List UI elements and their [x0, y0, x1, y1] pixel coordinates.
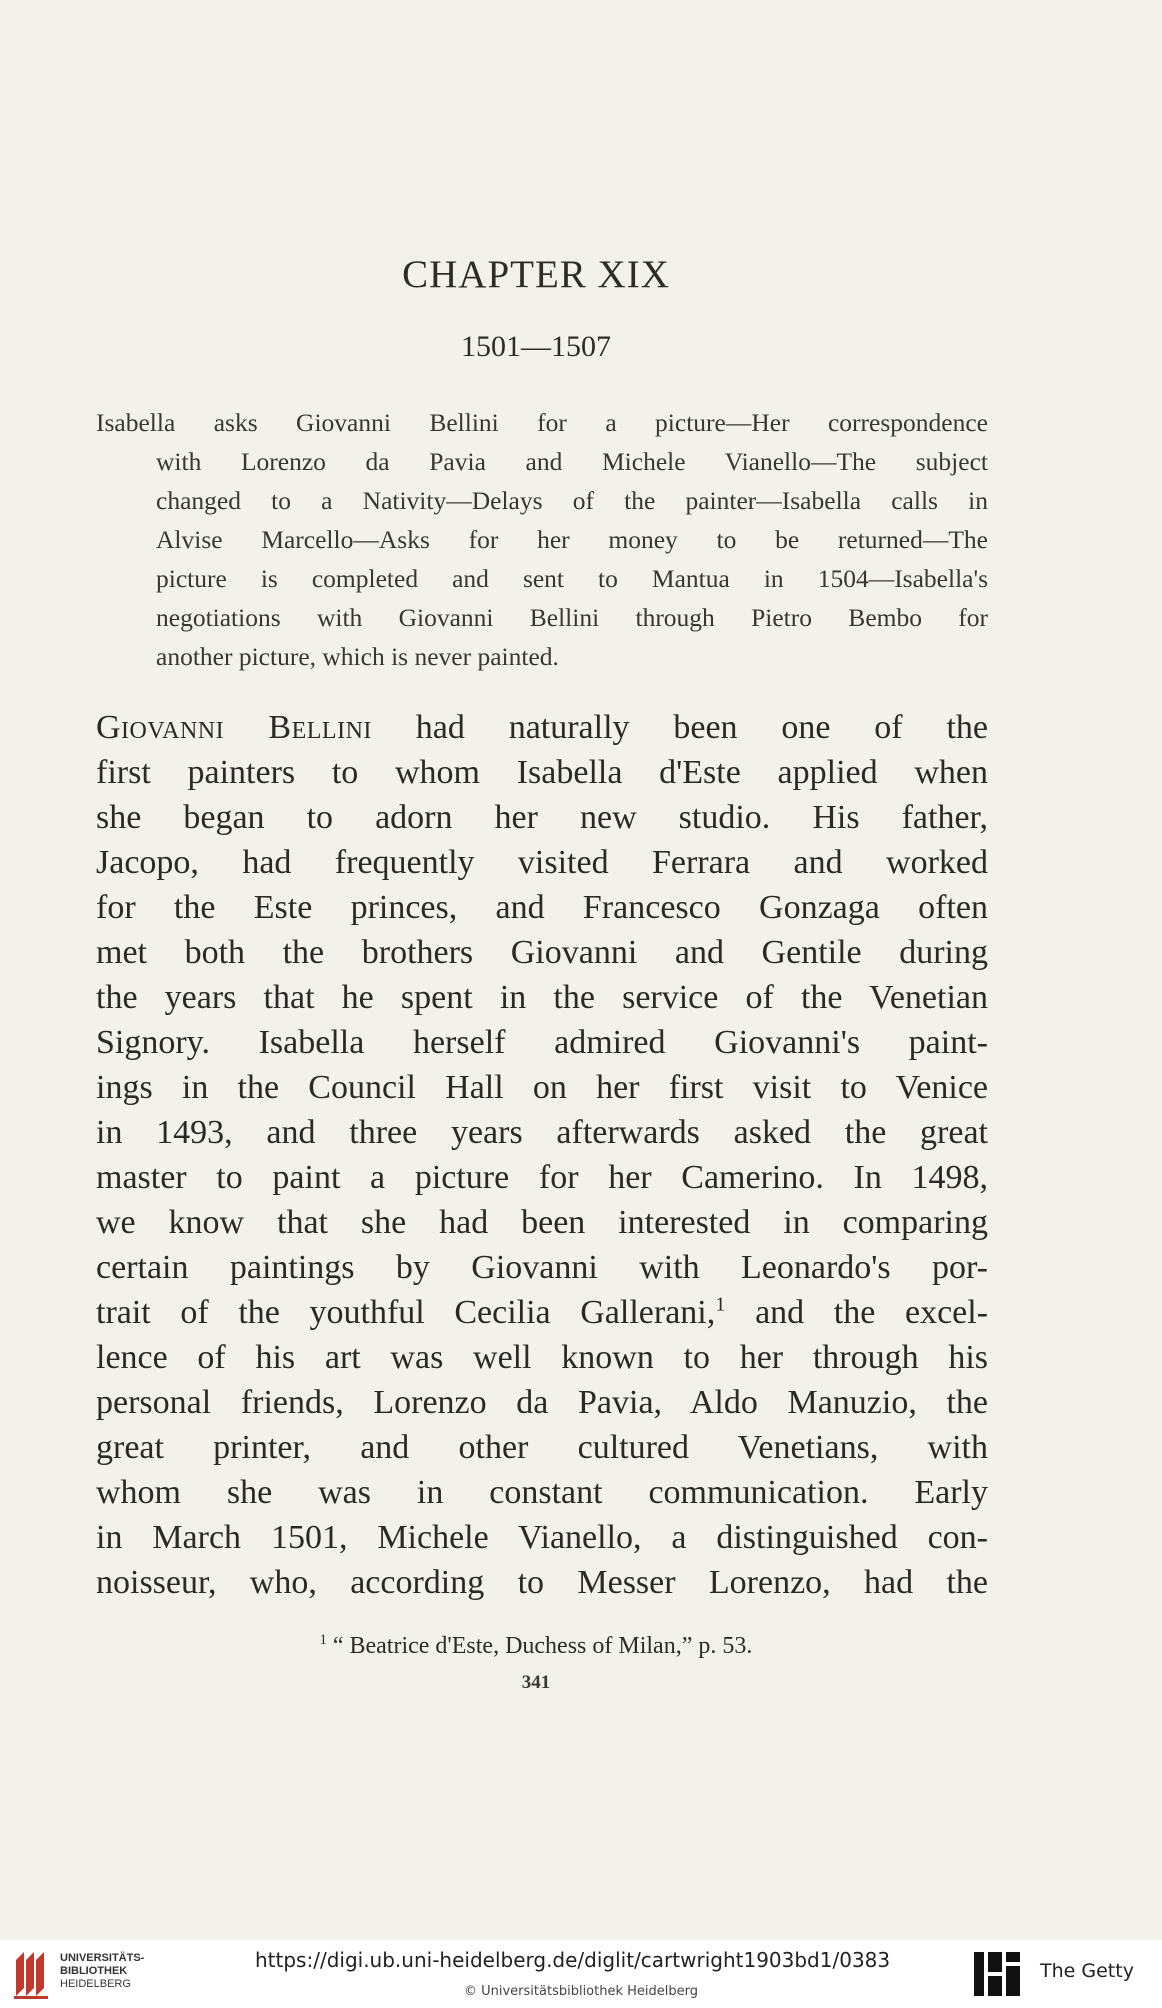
- body-line: lence of his art was well known to her through his: [96, 1339, 988, 1376]
- chapter-years: 1501—1507: [461, 330, 611, 363]
- body-line: she began to adorn her new studio. His father,: [96, 799, 988, 836]
- synopsis-line: picture is completed and sent to Mantua in 1504—Isabella's: [156, 564, 988, 593]
- synopsis-line: with Lorenzo da Pavia and Michele Vianello—The subject: [156, 447, 988, 476]
- chapter-synopsis: [96, 403, 988, 676]
- footnote-line-before: trait of the youthful Cecilia Gallerani,: [96, 1294, 716, 1331]
- page-number: 341: [521, 1672, 551, 1693]
- body-line: certain paintings by Giovanni with Leonardo's por-: [96, 1249, 988, 1286]
- body-line: master to paint a picture for her Camerino. In 1498,: [96, 1159, 988, 1196]
- body-line: in March 1501, Michele Vianello, a distinguished con-: [96, 1519, 988, 1556]
- footnote-reference: 1: [715, 1293, 726, 1316]
- body-line: ings in the Council Hall on her first visit to Venice: [96, 1069, 988, 1106]
- synopsis-line: Isabella asks Giovanni Bellini for a picture—Her correspondence: [96, 408, 988, 437]
- body-line: in 1493, and three years afterwards asked the great: [96, 1114, 988, 1151]
- body-line: great printer, and other cultured Venetians, with: [96, 1429, 988, 1466]
- lead-words: Giovanni Bellini: [96, 709, 372, 746]
- body-line: whom she was in constant communication. Early: [96, 1474, 988, 1511]
- getty-logo-icon: [972, 1948, 1024, 2000]
- synopsis-line: negotiations with Giovanni Bellini through Pietro Bembo for: [156, 603, 988, 632]
- body-line: we know that she had been interested in comparing: [96, 1204, 988, 1241]
- footer-bar: [0, 1940, 1162, 2008]
- footnote: [0, 1633, 1072, 1660]
- body-paragraph: [96, 705, 988, 1605]
- footnote-marker: 1: [319, 1632, 327, 1648]
- body-line: noisseur, who, according to Messer Lorenzo, had the: [96, 1564, 988, 1601]
- copyright-notice: © Universitätsbibliothek Heidelberg: [463, 1984, 698, 1999]
- first-line-rest: had naturally been one of the: [415, 709, 988, 746]
- body-line: the years that he spent in the service of the Venetian: [96, 979, 988, 1016]
- library-name-line: BIBLIOTHEK: [60, 1965, 128, 1977]
- library-name-line: UNIVERSITÄTS-: [60, 1952, 145, 1964]
- body-line: [96, 1290, 988, 1335]
- source-url-link[interactable]: https://digi.ub.uni-heidelberg.de/diglit/cartwright1903bd1/0383: [255, 1948, 891, 1972]
- footnote-text: “ Beatrice d'Este, Duchess of Milan,” p. 53.: [332, 1633, 753, 1659]
- body-line: first painters to whom Isabella d'Este applied when: [96, 754, 988, 791]
- chapter-title: CHAPTER XIX: [402, 253, 670, 296]
- synopsis-line: another picture, which is never painted.: [156, 642, 559, 671]
- footnote-line-after: and the excel-: [755, 1294, 989, 1331]
- getty-label: The Getty: [1040, 1960, 1134, 1982]
- body-line: met both the brothers Giovanni and Gentile during: [96, 934, 988, 971]
- synopsis-line: Alvise Marcello—Asks for her money to be returned—The: [156, 525, 988, 554]
- body-line: personal friends, Lorenzo da Pavia, Aldo Manuzio, the: [96, 1384, 988, 1421]
- synopsis-line: changed to a Nativity—Delays of the painter—Isabella calls in: [156, 486, 988, 515]
- body-line: Signory. Isabella herself admired Giovanni's paint-: [96, 1024, 988, 1061]
- library-name-line: HEIDELBERG: [60, 1978, 131, 1990]
- body-line: Jacopo, had frequently visited Ferrara and worked: [96, 844, 988, 881]
- body-line: for the Este princes, and Francesco Gonzaga often: [96, 889, 988, 926]
- body-line: [96, 705, 988, 750]
